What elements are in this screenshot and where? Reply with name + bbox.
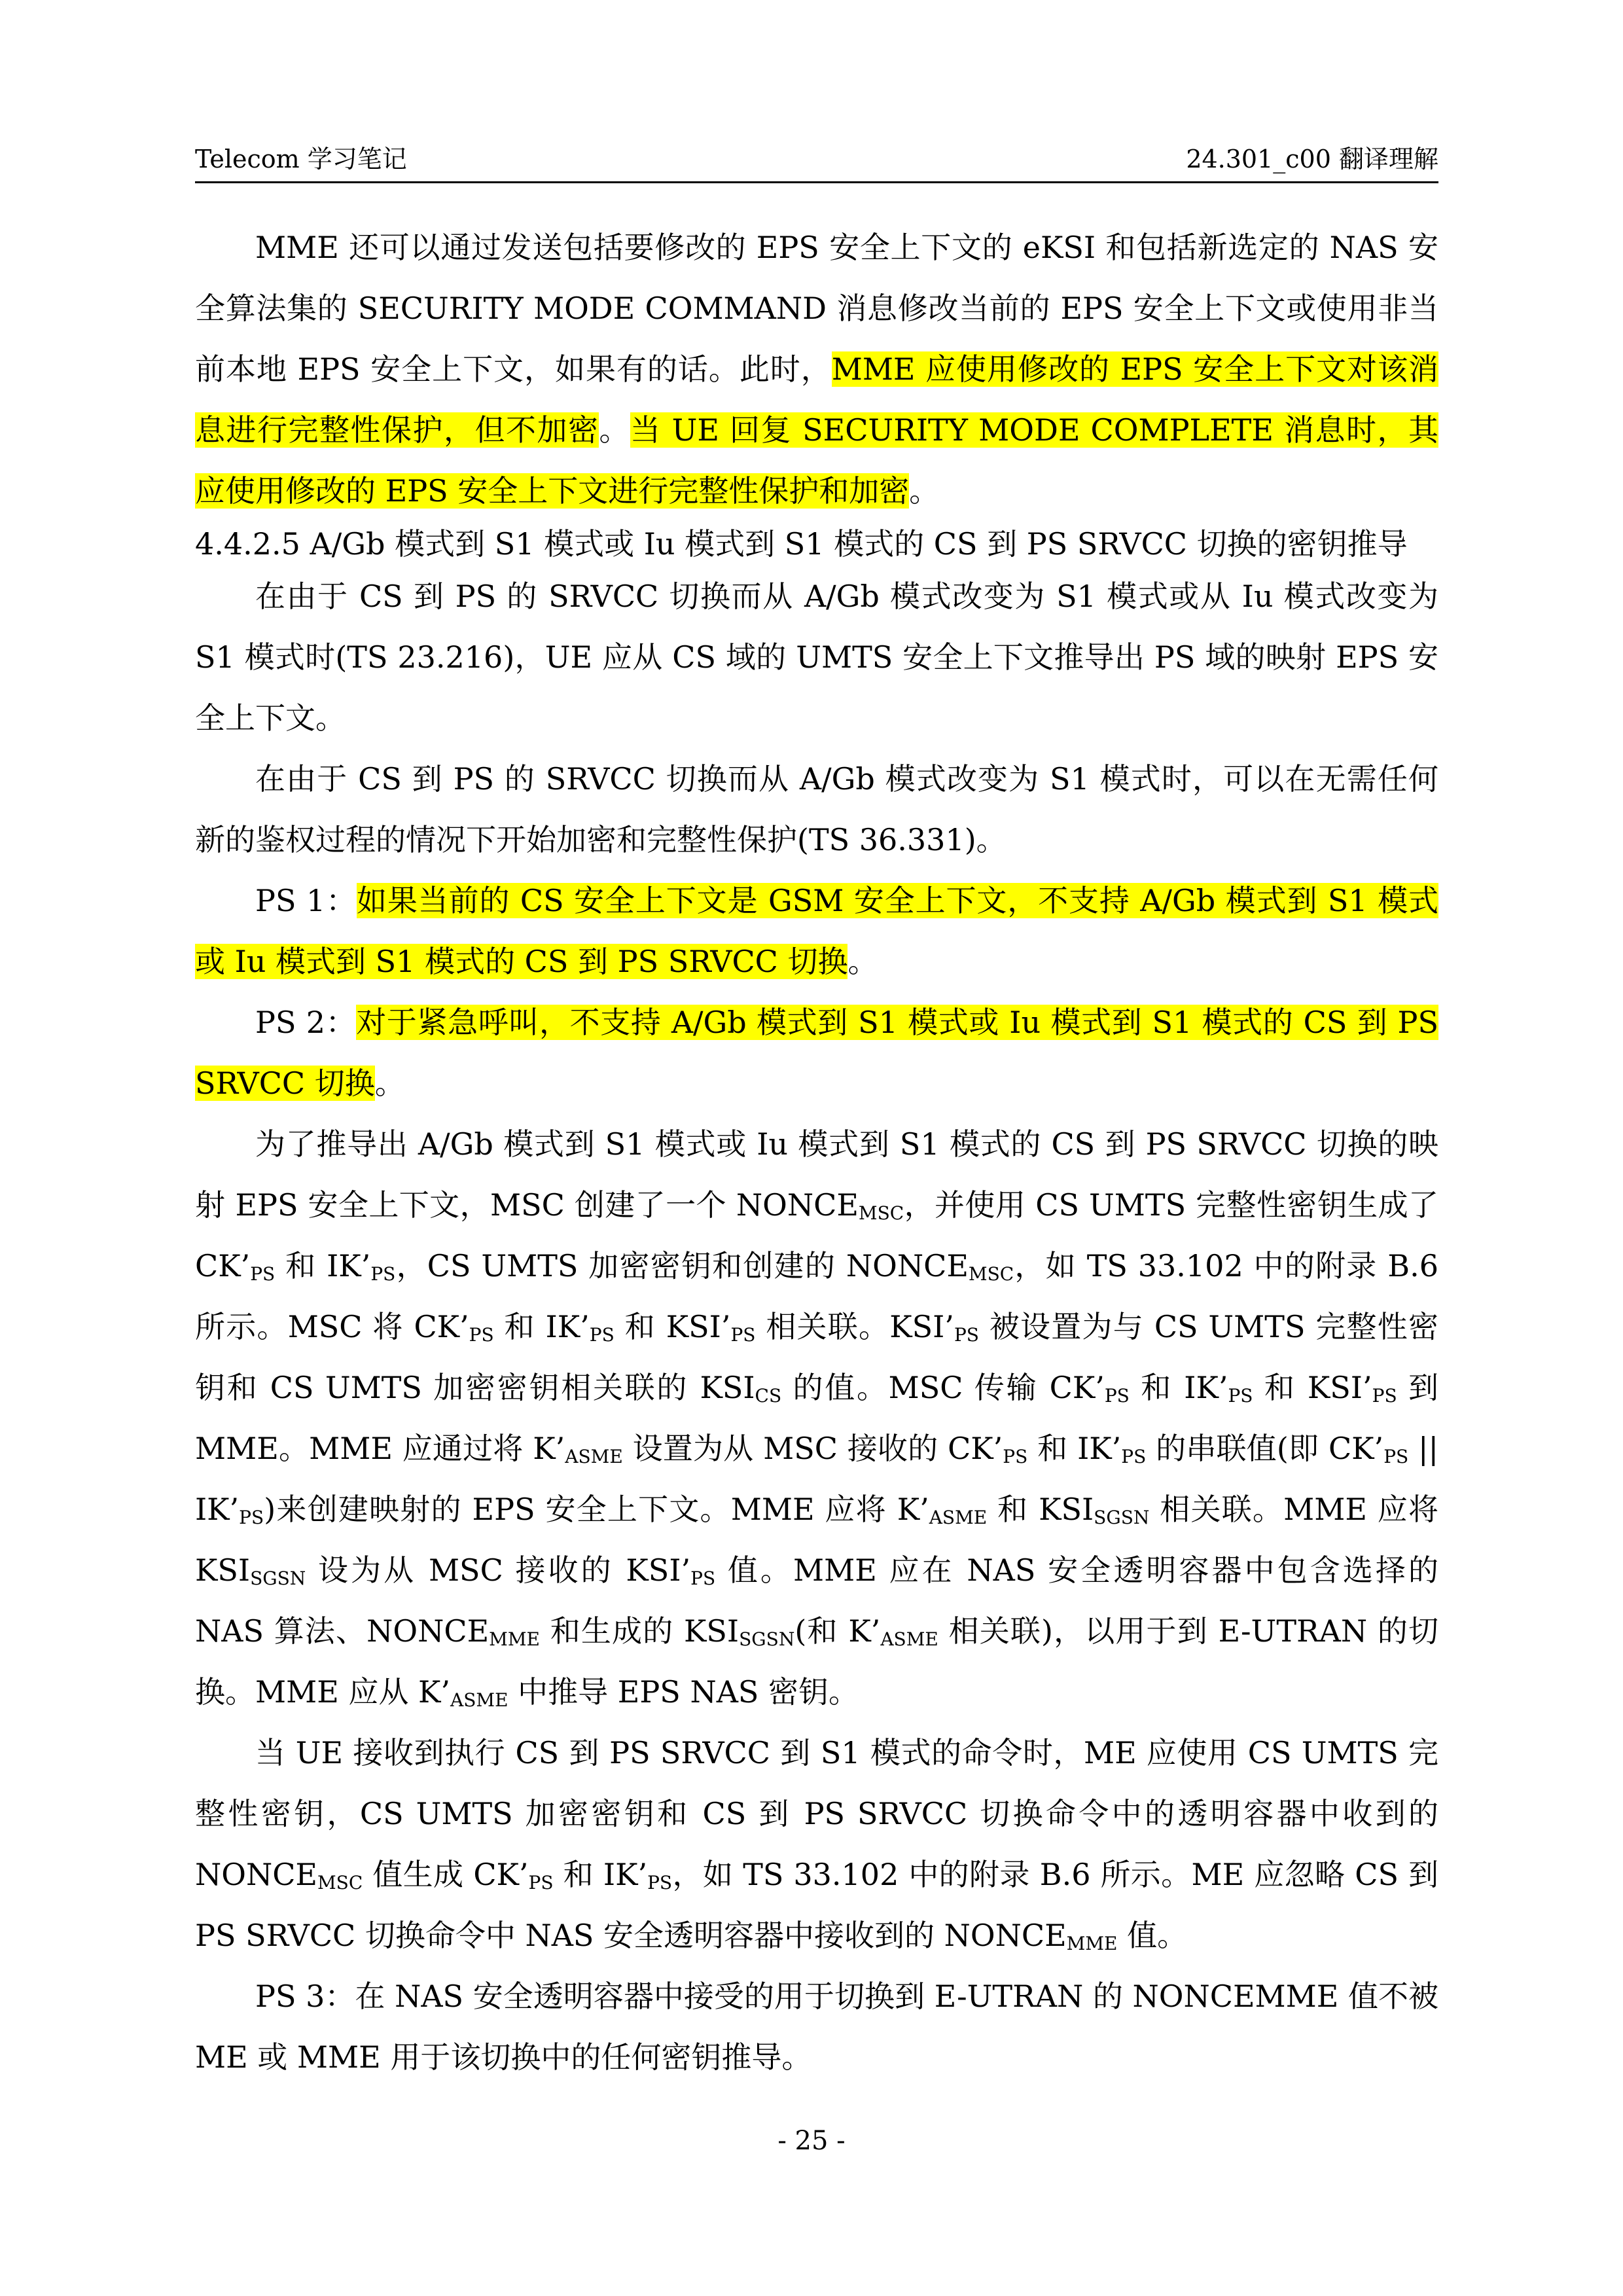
paragraph-srvcc-intro: 在由于 CS 到 PS 的 SRVCC 切换而从 A/Gb 模式改变为 S1 模式或从 Iu 模式改变为 S1 模式时(TS 23.216)，UE 应从 CS 域的 UMTS 安全上下文推导出 PS 域的映射 EPS 安全上下文。 xyxy=(195,579,1438,736)
text-run: 的值。MSC 传输 CK’ xyxy=(781,1370,1105,1405)
subscript: PS xyxy=(1383,1446,1409,1467)
subscript: SGSN xyxy=(250,1568,306,1589)
text-run: 相关联。KSI’ xyxy=(755,1309,954,1344)
text-run: 和 IK’ xyxy=(493,1309,590,1344)
subscript: SGSN xyxy=(1094,1507,1150,1528)
subscript: PS xyxy=(730,1324,756,1346)
paragraph-smc-modify xyxy=(195,217,1438,522)
subscript: PS xyxy=(690,1568,716,1589)
highlighted-text: 对于紧急呼叫，不支持 A/Gb 模式到 S1 模式或 Iu 模式到 S1 模式的 CS 到 PS SRVCC 切换 xyxy=(195,1005,1438,1101)
subscript: PS xyxy=(370,1263,396,1285)
subscript: PS xyxy=(250,1263,276,1285)
subscript: PS xyxy=(589,1324,615,1346)
paragraph-key-derivation xyxy=(195,1114,1438,1723)
subscript: PS xyxy=(1104,1385,1130,1407)
text-run: ，如 TS 33.102 中的附录 B.6 所示。MSC 将 CK’ xyxy=(195,1248,1439,1344)
text-run: 值生成 CK’ xyxy=(363,1857,529,1892)
text-run: ，并使用 CS UMTS 完整性密钥生成了 CK’ xyxy=(195,1187,1439,1283)
text-run: 被设置为与 CS UMTS 完整性密钥和 CS UMTS 加密密钥相关联的 KSI xyxy=(195,1309,1439,1405)
highlighted-text: MME 应使用修改的 EPS 安全上下文对该消息进行完整性保护，但不加密 xyxy=(195,351,1438,448)
page-header xyxy=(195,139,1438,183)
text-run: 和 IK’ xyxy=(1129,1370,1228,1405)
text-run: ，CS UMTS 加密密钥和创建的 NONCE xyxy=(395,1248,969,1283)
subscript: ASME xyxy=(450,1689,508,1711)
text-run: 值。MME 应在 NAS 安全透明容器中包含选择的 NAS 算法、NONCE xyxy=(195,1552,1438,1649)
text-run: 为了推导出 A/Gb 模式到 S1 模式或 Iu 模式到 S1 模式的 CS 到 PS SRVCC 切换的映射 EPS 安全上下文，MSC 创建了一个 NONCE xyxy=(195,1126,1438,1223)
subscript: MSC xyxy=(317,1872,363,1893)
text-run: 设置为从 MSC 接收的 CK’ xyxy=(622,1431,1003,1466)
text-run: 和 IK’ xyxy=(1027,1431,1122,1466)
text-run: 和 IK’ xyxy=(553,1857,648,1892)
text-run: MME 还可以通过发送包括要修改的 EPS 安全上下文的 eKSI 和包括新选定的 NAS 安全算法集的 SECURITY MODE COMMAND 消息修改当前的 EPS 安全上下文或使用非当前本地 EPS 安全上下文，如果有的话。此时， xyxy=(195,230,1438,387)
text-run: 和 KSI xyxy=(987,1492,1094,1527)
subscript: PS xyxy=(1372,1385,1397,1407)
text-run: || IK’ xyxy=(195,1431,1439,1527)
page-number: - 25 - xyxy=(777,2126,846,2156)
subscript: PS xyxy=(239,1507,264,1528)
subscript: CS xyxy=(755,1385,782,1407)
text-run: 到 MME。MME 应通过将 K’ xyxy=(195,1370,1438,1466)
text-run: 的串联值(即 CK’ xyxy=(1146,1431,1384,1466)
subscript: ASME xyxy=(565,1446,623,1467)
subscript: PS xyxy=(469,1324,494,1346)
text-run: )来创建映射的 EPS 安全上下文。MME 应将 K’ xyxy=(264,1492,929,1527)
subscript: PS xyxy=(647,1872,673,1893)
subscript: MME xyxy=(489,1628,540,1650)
text-run: 相关联)，以用于到 E-UTRAN 的切换。MME 应从 K’ xyxy=(195,1613,1439,1710)
text-run: 。 xyxy=(847,944,878,979)
text-run: 和生成的 KSI xyxy=(539,1613,740,1649)
text-run: 和 IK’ xyxy=(275,1248,371,1283)
subscript: PS xyxy=(1003,1446,1028,1467)
note-ps3: PS 3：在 NAS 安全透明容器中接受的用于切换到 E-UTRAN 的 NONCEMME 值不被 ME 或 MME 用于该切换中的任何密钥推导。 xyxy=(195,1979,1438,2075)
note-ps2 xyxy=(195,992,1438,1114)
note-label: PS 2： xyxy=(255,1005,357,1040)
text-run: 和 KSI’ xyxy=(1253,1370,1372,1405)
subscript: PS xyxy=(1121,1446,1147,1467)
text-run: ，如 TS 33.102 中的附录 B.6 所示。ME 应忽略 CS 到 PS SRVCC 切换命令中 NAS 安全透明容器中接收到的 NONCE xyxy=(195,1857,1438,1953)
subscript: MSC xyxy=(858,1202,904,1224)
section-heading: 4.4.2.5 A/Gb 模式到 S1 模式或 Iu 模式到 S1 模式的 CS 到 PS SRVCC 切换的密钥推导 xyxy=(195,526,1408,562)
text-run: (和 K’ xyxy=(794,1613,881,1649)
highlighted-text: 如果当前的 CS 安全上下文是 GSM 安全上下文，不支持 A/Gb 模式到 S1 模式或 Iu 模式到 S1 模式的 CS 到 PS SRVCC 切换 xyxy=(195,883,1439,979)
subscript: SGSN xyxy=(739,1628,795,1650)
subscript: MSC xyxy=(968,1263,1014,1285)
text-run: 。 xyxy=(374,1066,405,1101)
text-run: 当 UE 接收到执行 CS 到 PS SRVCC 到 S1 模式的命令时，ME 应使用 CS UMTS 完整性密钥，CS UMTS 加密密钥和 CS 到 PS SRVCC 切换命令中的透明容器中收到的 NONCE xyxy=(195,1735,1438,1892)
note-ps1 xyxy=(195,870,1438,992)
text-run: 和 KSI’ xyxy=(614,1309,731,1344)
paragraph-ue-derivation xyxy=(195,1723,1438,1966)
subscript: ASME xyxy=(929,1507,988,1528)
subscript: PS xyxy=(954,1324,979,1346)
text-run: 相关联。MME 应将 KSI xyxy=(195,1492,1438,1588)
text-run: 设为从 MSC 接收的 KSI’ xyxy=(306,1552,691,1588)
text-run: 值。 xyxy=(1117,1918,1188,1953)
subscript: ASME xyxy=(880,1628,938,1650)
document-body xyxy=(195,217,1438,2088)
text-run: 中推导 EPS NAS 密钥。 xyxy=(508,1674,859,1710)
highlighted-text: 当 UE 回复 SECURITY MODE COMPLETE 消息时，其应使用修改的 EPS 安全上下文进行完整性保护和加密 xyxy=(195,412,1439,509)
text-run: 。 xyxy=(909,473,940,509)
text-run: 。 xyxy=(599,412,630,448)
header-rule xyxy=(195,181,1438,183)
subscript: MME xyxy=(1066,1933,1118,1954)
subscript: PS xyxy=(528,1872,554,1893)
paragraph-srvcc-ciphering: 在由于 CS 到 PS 的 SRVCC 切换而从 A/Gb 模式改变为 S1 模式时，可以在无需任何新的鉴权过程的情况下开始加密和完整性保护(TS 36.331)。 xyxy=(195,761,1439,857)
header-right-title: 24.301_c00 翻译理解 xyxy=(1186,145,1438,173)
header-left-title: Telecom 学习笔记 xyxy=(195,145,407,173)
note-label: PS 1： xyxy=(255,883,357,918)
subscript: PS xyxy=(1228,1385,1253,1407)
